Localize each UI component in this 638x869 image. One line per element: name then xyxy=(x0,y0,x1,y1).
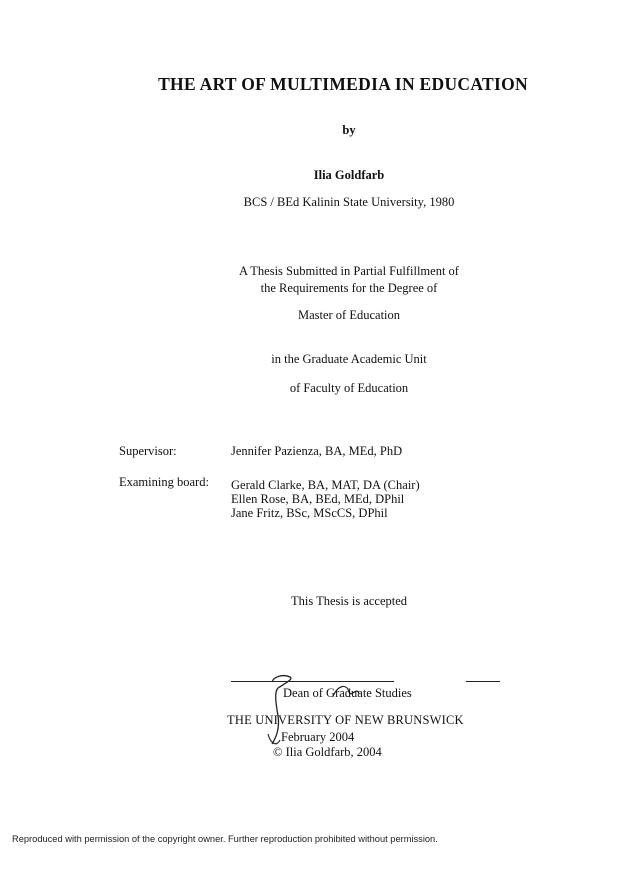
submission-date: February 2004 xyxy=(281,730,355,744)
thesis-title: THE ART OF MULTIMEDIA IN EDUCATION xyxy=(158,74,528,94)
signature-line-end xyxy=(466,681,500,682)
dean-title: Dean of Graduate Studies xyxy=(283,686,412,700)
supervisor-name: Jennifer Pazienza, BA, MEd, PhD xyxy=(231,444,403,458)
board-member: Ellen Rose, BA, BEd, MEd, DPhil xyxy=(231,492,405,506)
academic-unit-line-1: in the Graduate Academic Unit xyxy=(271,352,427,366)
reproduction-notice: Reproduced with permission of the copyright owner. Further reproduction prohibited without permission. xyxy=(12,834,438,844)
acceptance-statement: This Thesis is accepted xyxy=(290,594,408,608)
prior-degree: BCS / BEd Kalinin State University, 1980 xyxy=(243,195,455,209)
supervisor-label: Supervisor: xyxy=(119,444,177,458)
examining-board-label: Examining board: xyxy=(119,475,209,489)
thesis-statement-line-1: A Thesis Submitted in Partial Fulfillment of xyxy=(239,264,459,278)
academic-unit-line-2: of Faculty of Education xyxy=(289,381,409,395)
university-name: THE UNIVERSITY OF NEW BRUNSWICK xyxy=(227,713,464,727)
by-line: by xyxy=(342,123,356,137)
thesis-statement-line-2: the Requirements for the Degree of xyxy=(260,281,438,295)
copyright-notice: © Ilia Goldfarb, 2004 xyxy=(273,745,382,759)
author-name: Ilia Goldfarb xyxy=(313,168,385,182)
board-member: Gerald Clarke, BA, MAT, DA (Chair) xyxy=(231,478,420,492)
degree-name: Master of Education xyxy=(297,308,401,322)
board-member: Jane Fritz, BSc, MScCS, DPhil xyxy=(231,506,388,520)
